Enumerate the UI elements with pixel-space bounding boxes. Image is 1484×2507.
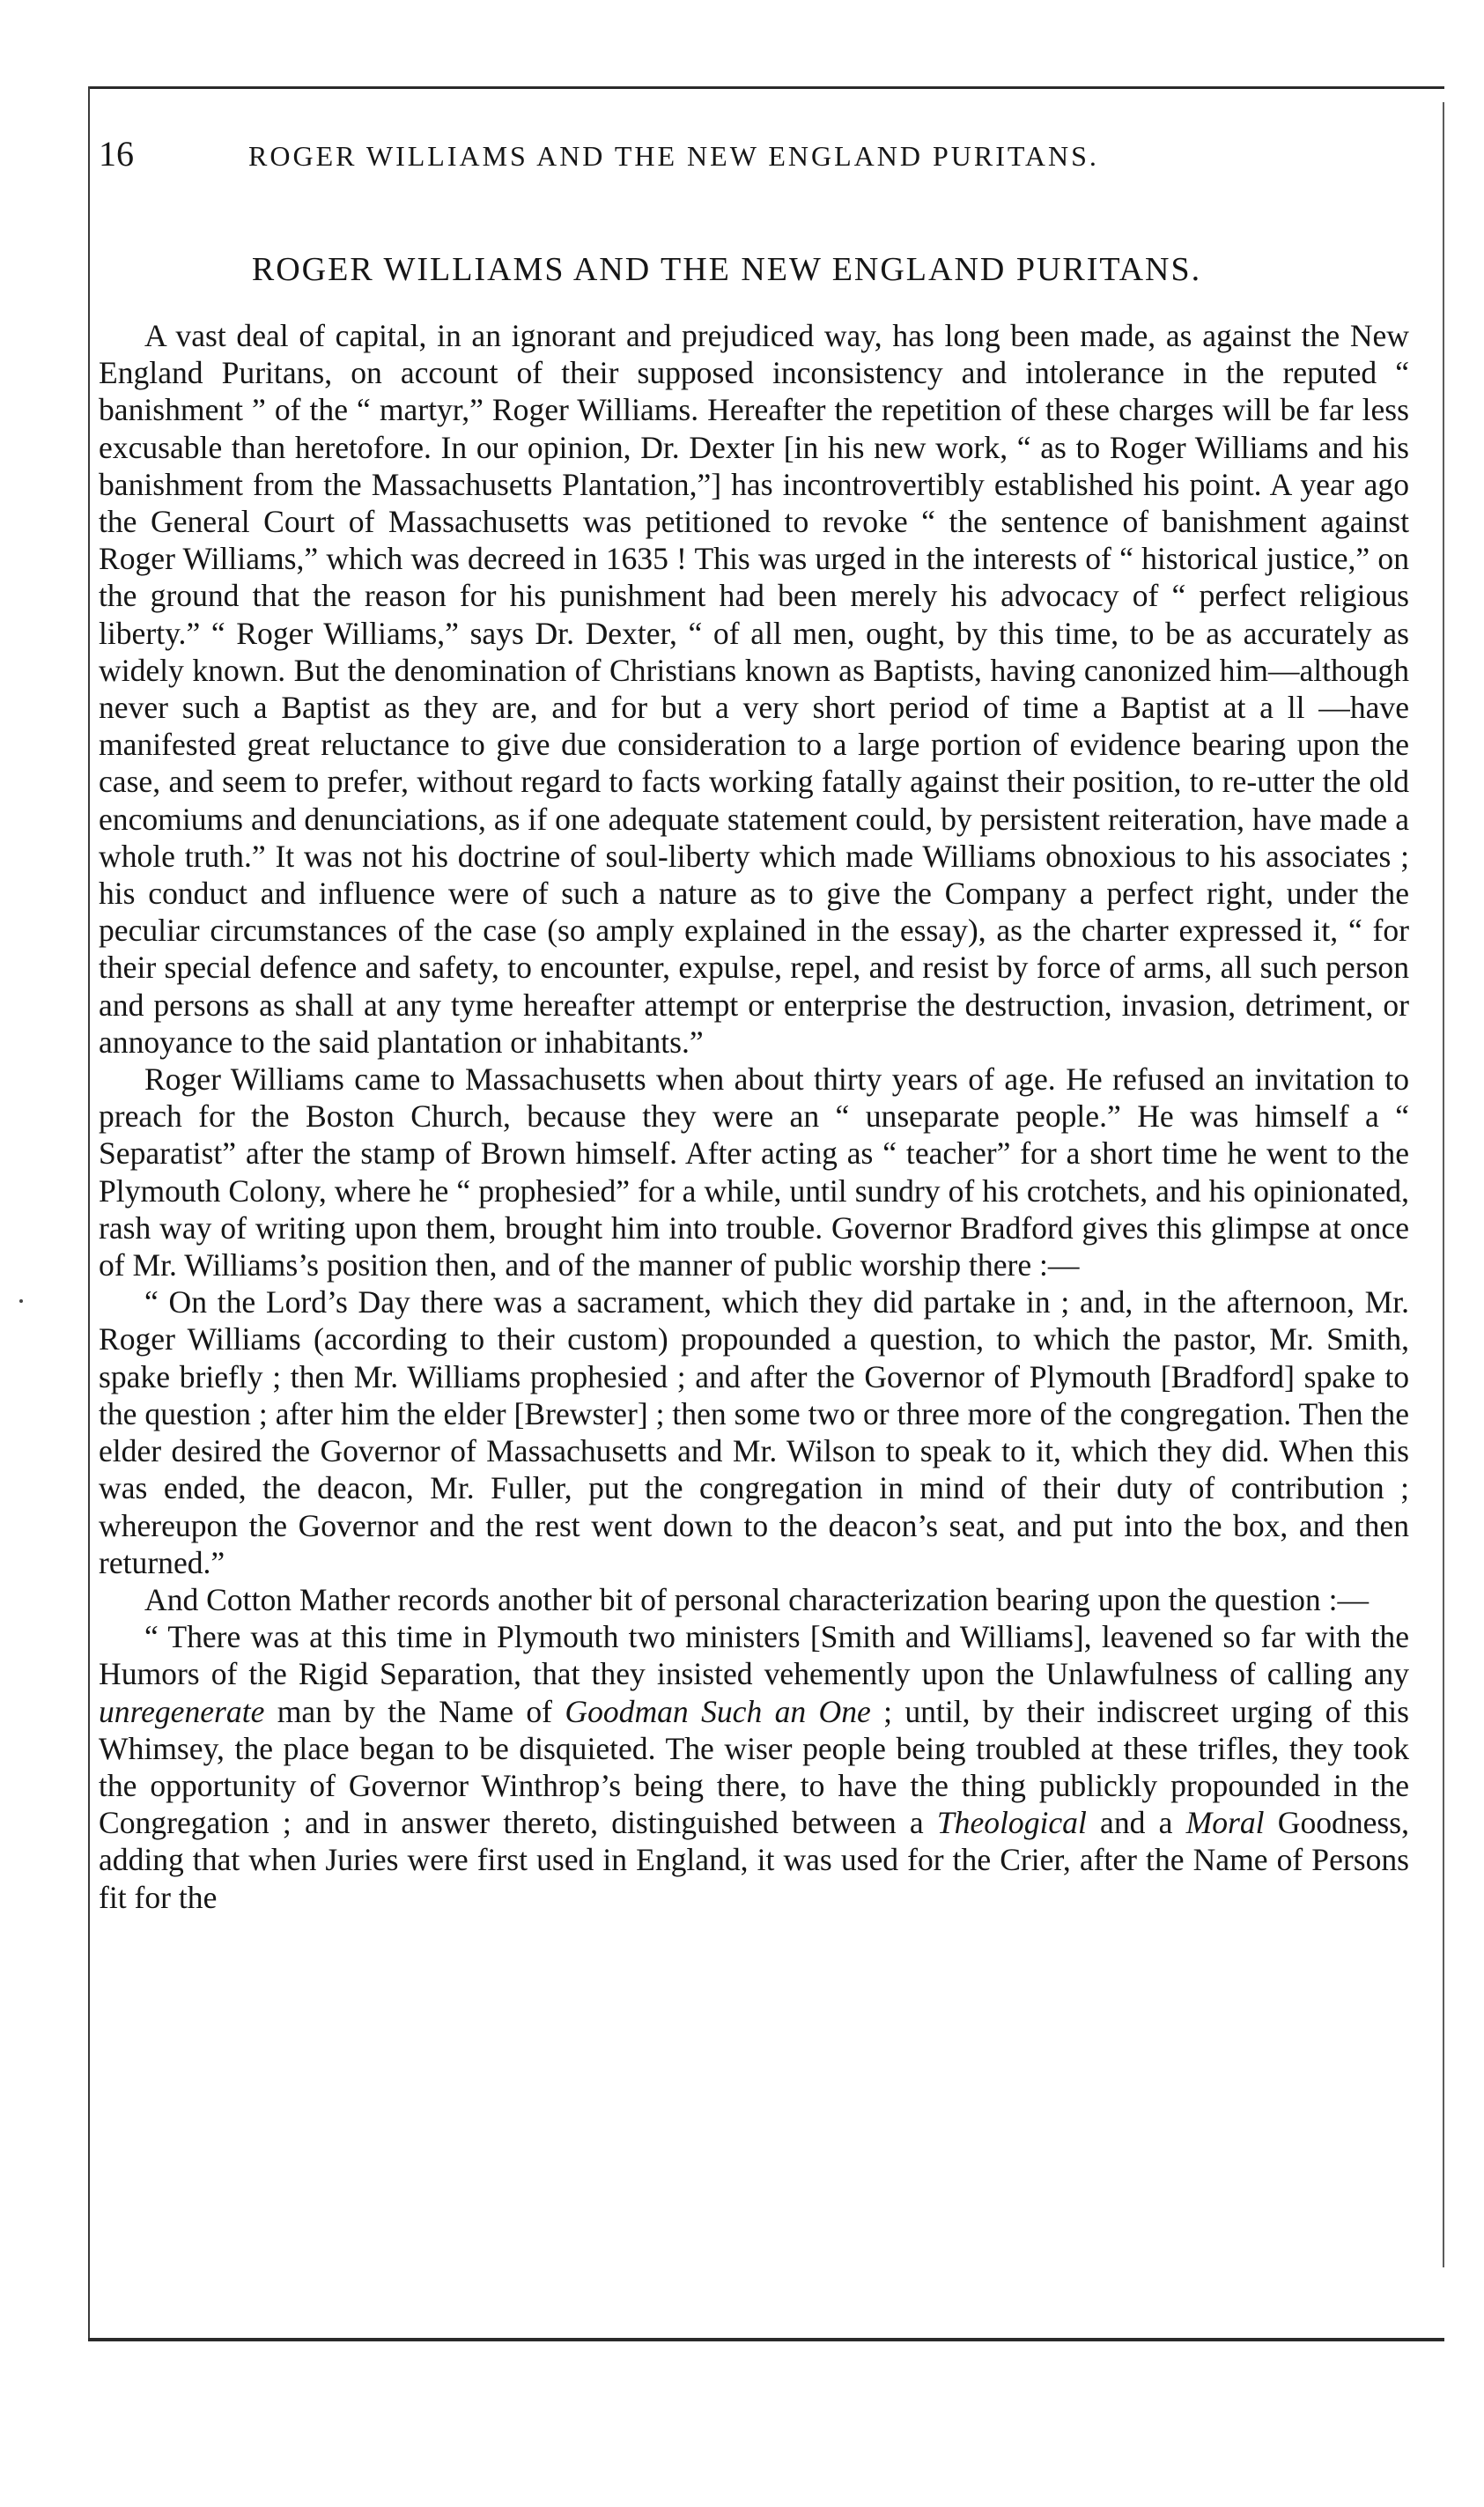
paragraph: Roger Williams came to Massachusetts when about thirty years of age. He refused an invitation to preach for the Boston Church, because they were an “ unseparate people.” He was himself a “ Separatist” after the stamp of Brown himself. After acting as “ teacher” for a short time he went to the Plymouth Colony, where he “ prophesied” for a while, until sundry of his crotchets, and his opinionated, rash way of writing upon them, brought him into trouble. Governor Bradford gives this glimpse at once of Mr. Williams’s position then, and of the manner of public worship there :—: [99, 1061, 1409, 1283]
paragraph: And Cotton Mather records another bit of personal characterization bearing upon the question :—: [144, 1581, 1370, 1617]
right-rule: [1443, 102, 1444, 2267]
margin-speck: [19, 1299, 23, 1303]
quote-text: and a: [1086, 1805, 1186, 1841]
italic-term: unregenerate: [99, 1693, 265, 1729]
article-title: ROGER WILLIAMS AND THE NEW ENGLAND PURITANS.: [251, 251, 1202, 288]
running-title: ROGER WILLIAMS AND THE NEW ENGLAND PURITANS.: [248, 140, 1099, 172]
quoted-paragraph: “ On the Lord’s Day there was a sacrament, which they did partake in ; and, in the afternoon, Mr. Roger Williams (according to their custom) propounded a question, to which the pastor, Mr. Smith, spake briefly ; then Mr. Williams prophesied ; and after the Governor of Plymouth [Bradford] spake to the question ; after him the elder [Brewster] ; then some two or three more of the congregation. Then the elder desired the Governor of Massachusetts and Mr. Wilson to speak to it, which they did. When this was ended, the deacon, Mr. Fuller, put the congregation in mind of their duty of contribution ; whereupon the Governor and the rest went down to the deacon’s seat, and put into the box, and then returned.”: [99, 1284, 1409, 1580]
italic-term: Moral: [1185, 1805, 1265, 1841]
quote-text: Goodness, adding that when Juries were first used in England, it was used for the Crier, after the Name of Persons fit for the: [99, 1805, 1409, 1915]
top-rule: [88, 86, 1444, 89]
quoted-paragraph: [99, 1618, 1409, 1916]
left-rule: [88, 86, 90, 2341]
italic-term: Goodman Such an One: [565, 1693, 871, 1729]
quote-text: ; until, by their indiscreet urging of this Whimsey, the place began to be disquieted. The wiser people being troubled at these trifles, they took the opportunity of Governor Winthrop’s being there, to have the thing publickly propounded in the Congregation ; and in answer thereto, distinguished between a: [99, 1693, 1409, 1841]
running-header: [99, 132, 1367, 176]
italic-term: Theological: [936, 1805, 1087, 1841]
paragraph: A vast deal of capital, in an ignorant and prejudiced way, has long been made, as against the New England Puritans, on account of their supposed inconsistency and intolerance in the reputed “ banishment ” of the “ martyr,” Roger Williams. Hereafter the repetition of these charges will be far less excusable than heretofore. In our opinion, Dr. Dexter [in his new work, “ as to Roger Williams and his banishment from the Massachusetts Plantation,”] has incontrovertibly established his point. A year ago the General Court of Massachusetts was petitioned to revoke “ the sentence of banishment against Roger Williams,” which was decreed in 1635 ! This was urged in the interests of “ historical justice,” on the ground that the reason for his punishment had been merely his advocacy of “ perfect religious liberty.” “ Roger Williams,” says Dr. Dexter, “ of all men, ought, by this time, to be as accurately as widely known. But the denomination of Christians known as Baptists, having canonized him—although never such a Baptist as they are, and for but a very short period of time a Baptist at a ll —have manifested great reluctance to give due consideration to a large portion of evidence bearing upon the case, and seem to prefer, without regard to facts working fatally against their position, to re-utter the old encomiums and denunciations, as if one adequate statement could, by persistent reiteration, have made a whole truth.” It was not his doctrine of soul-liberty which made Williams obnoxious to his associates ; his conduct and influence were of such a nature as to give the Company a perfect right, under the peculiar circumstances of the case (so amply explained in the essay), as the charter expressed it, “ for their special defence and safety, to encounter, expulse, repel, and resist by force of arms, all such person and persons as shall at any tyme hereafter attempt or enterprise the destruction, invasion, detriment, or annoyance to the said plantation or inhabitants.”: [99, 318, 1409, 1060]
quote-text: man by the Name of: [264, 1693, 565, 1729]
quote-text: “ There was at this time in Plymouth two ministers [Smith and Williams], leavened so far with the Humors of the Rigid Separation, that they insisted vehemently upon the Unlawfulness of calling any: [99, 1619, 1409, 1692]
article-body: [99, 317, 1409, 1916]
page-number: 16: [99, 134, 134, 174]
bottom-rule: [88, 2338, 1444, 2341]
